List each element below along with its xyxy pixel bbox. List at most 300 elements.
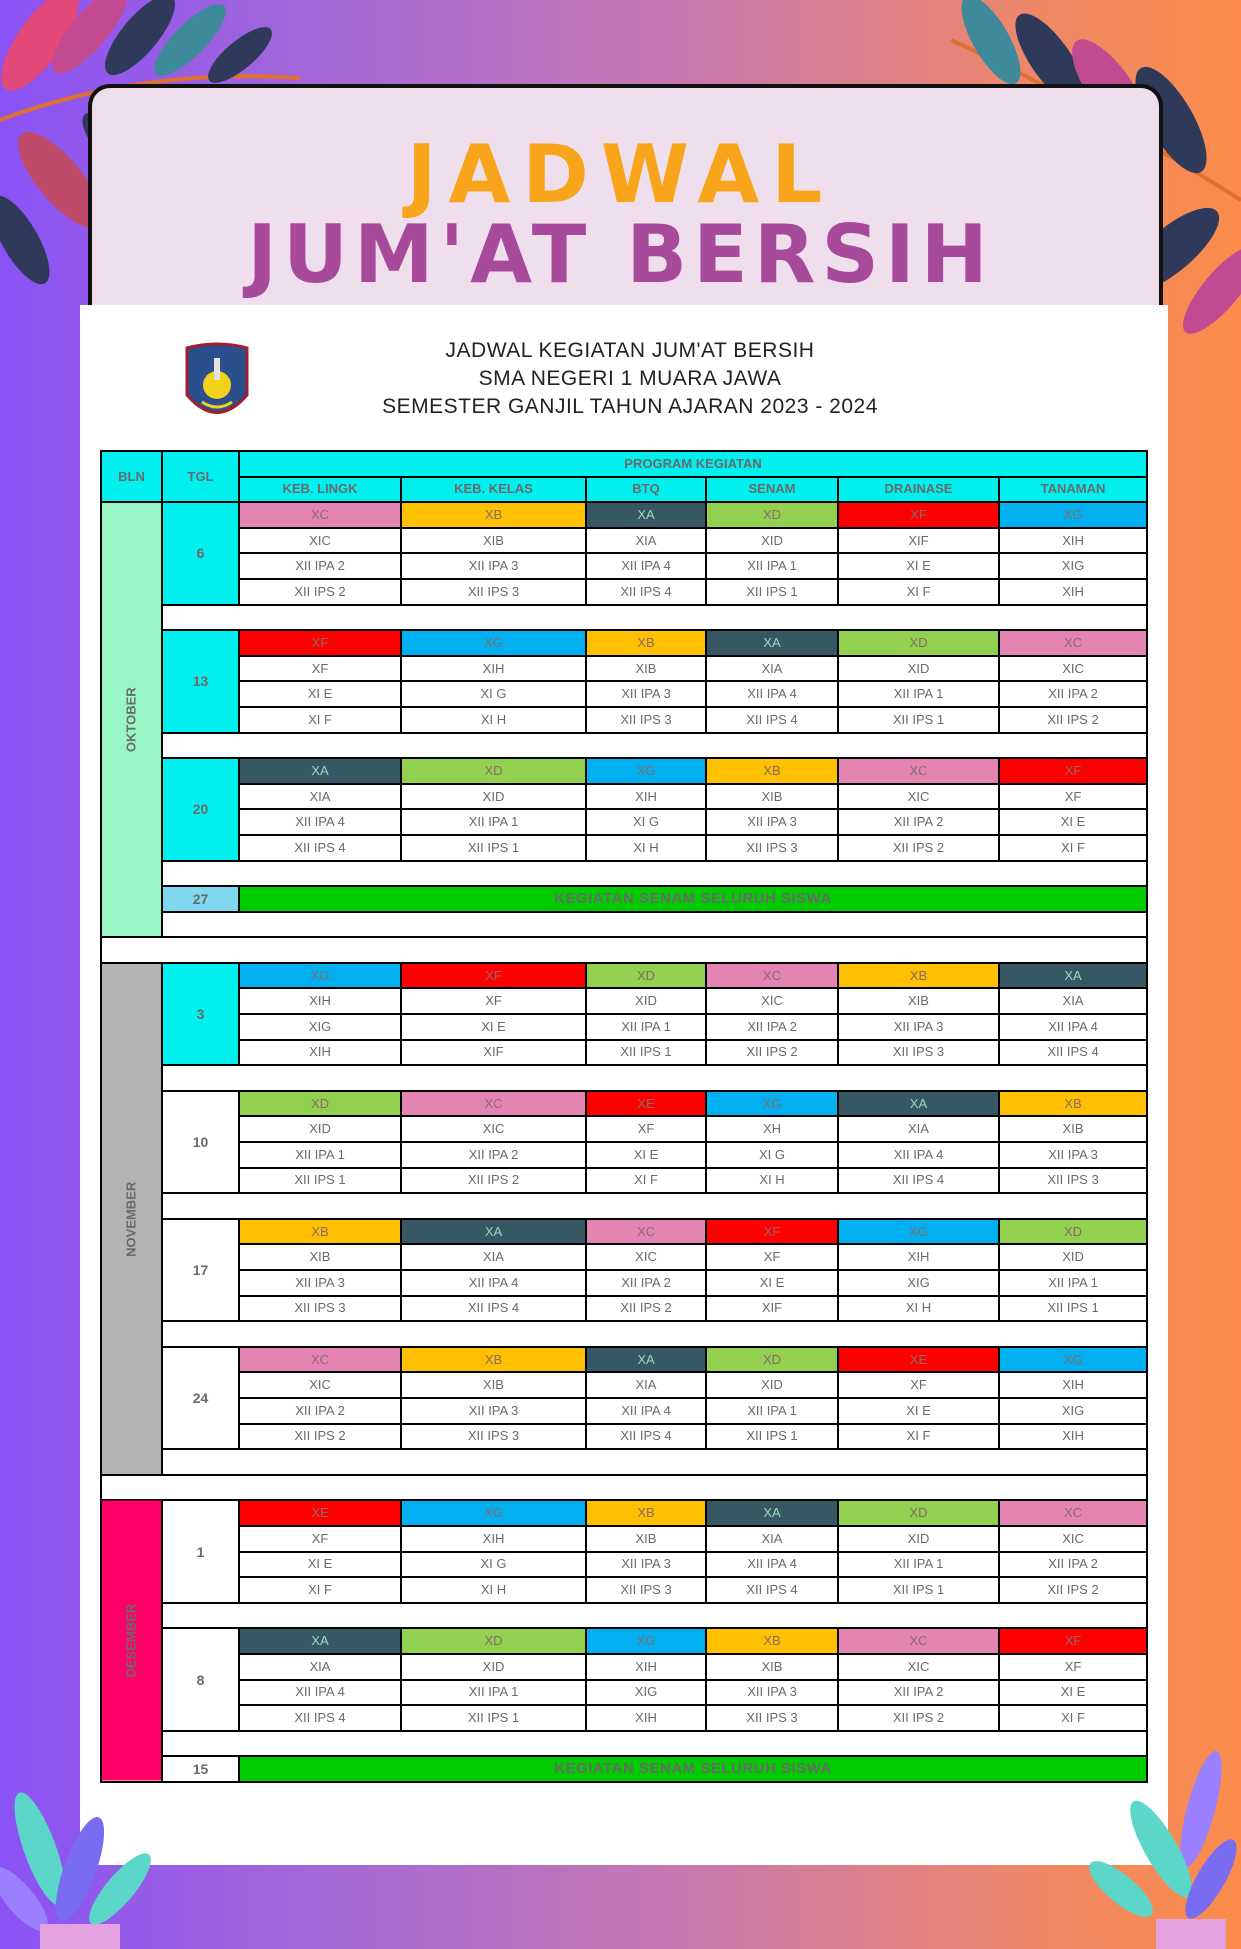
class-cell: XII IPA 1 (239, 1142, 401, 1168)
class-cell: XII IPS 2 (586, 1296, 706, 1322)
gap-cell (162, 1065, 1147, 1091)
class-cell: XIH (401, 1526, 586, 1552)
class-cell: XIG (999, 1398, 1147, 1424)
class-cell: XII IPS 1 (239, 1168, 401, 1194)
class-cell: XII IPA 2 (706, 1014, 838, 1040)
group-badge-cell: XB (999, 1091, 1147, 1117)
schedule-table (100, 450, 1148, 1783)
class-cell: XI G (586, 809, 706, 835)
group-badge-cell: XG (586, 758, 706, 784)
class-cell: XIA (706, 1526, 838, 1552)
class-cell: XII IPA 1 (706, 553, 838, 579)
class-cell: XII IPS 1 (706, 579, 838, 605)
schedule-row (101, 681, 1147, 707)
col-tanggal-header: TGL (162, 451, 239, 502)
group-badge-cell: XA (838, 1091, 999, 1117)
class-cell: XI F (586, 1168, 706, 1194)
class-cell: XID (586, 988, 706, 1014)
schedule-row (101, 528, 1147, 554)
class-cell: XIB (838, 988, 999, 1014)
class-cell: XII IPS 3 (999, 1168, 1147, 1194)
class-cell: XID (401, 784, 586, 810)
class-cell: XIC (999, 1526, 1147, 1552)
schedule-row (101, 1526, 1147, 1552)
group-badge-cell: XC (586, 1219, 706, 1245)
class-cell: XIH (999, 1372, 1147, 1398)
class-cell: XII IPS 3 (586, 1577, 706, 1603)
date-cell: 10 (162, 1091, 239, 1193)
class-cell: XII IPA 3 (586, 681, 706, 707)
group-badge-cell: XA (239, 1628, 401, 1654)
class-cell: XIH (999, 1424, 1147, 1450)
group-badge-cell: XC (239, 502, 401, 528)
heading-line-3: SEMESTER GANJIL TAHUN AJARAN 2023 - 2024 (382, 395, 878, 418)
gap-row (101, 912, 1147, 938)
schedule-row (101, 988, 1147, 1014)
group-badge-cell: XF (838, 502, 999, 528)
group-badge-cell: XF (239, 630, 401, 656)
class-cell: XII IPS 1 (401, 835, 586, 861)
group-badge-cell: XG (401, 1500, 586, 1526)
class-cell: XIA (239, 1654, 401, 1680)
class-cell: XII IPS 3 (586, 707, 706, 733)
class-cell: XII IPS 3 (706, 835, 838, 861)
month-separator-cell (101, 937, 1147, 963)
class-cell: XF (239, 656, 401, 682)
class-cell: XII IPS 1 (706, 1424, 838, 1450)
class-cell: XIH (586, 1705, 706, 1731)
class-cell: XII IPS 2 (706, 1040, 838, 1066)
class-cell: XI F (239, 1577, 401, 1603)
date-cell: 17 (162, 1219, 239, 1321)
schedule-row (101, 1347, 1147, 1373)
class-cell: XID (999, 1244, 1147, 1270)
schedule-row (101, 1628, 1147, 1654)
class-cell: XIB (706, 1654, 838, 1680)
gap-cell (162, 861, 1147, 887)
class-cell: XIB (401, 528, 586, 554)
schedule-row (101, 1552, 1147, 1578)
date-cell: 13 (162, 630, 239, 732)
class-cell: XIH (999, 579, 1147, 605)
class-cell: XII IPA 3 (999, 1142, 1147, 1168)
senam-date-cell: 15 (162, 1756, 239, 1782)
class-cell: XII IPA 2 (401, 1142, 586, 1168)
group-badge-cell: XF (706, 1219, 838, 1245)
title-jumat-bersih: JUM'AT BERSIH (247, 208, 994, 301)
group-badge-cell: XA (999, 963, 1147, 989)
class-cell: XII IPA 2 (838, 809, 999, 835)
class-cell: XF (586, 1116, 706, 1142)
group-badge-cell: XB (401, 502, 586, 528)
school-logo-icon (182, 340, 252, 430)
class-cell: XH (706, 1116, 838, 1142)
schedule-row (101, 502, 1147, 528)
class-cell: XIA (401, 1244, 586, 1270)
col-bulan-header: BLN (101, 451, 162, 502)
class-cell: XII IPA 2 (586, 1270, 706, 1296)
schedule-row (101, 1398, 1147, 1424)
program-3-header: SENAM (706, 477, 838, 503)
schedule-row (101, 1654, 1147, 1680)
class-cell: XI F (999, 1705, 1147, 1731)
schedule-row (101, 1219, 1147, 1245)
class-cell: XI H (838, 1296, 999, 1322)
class-cell: XIC (838, 1654, 999, 1680)
program-header: PROGRAM KEGIATAN (239, 451, 1147, 477)
class-cell: XII IPS 4 (706, 1577, 838, 1603)
class-cell: XII IPA 2 (999, 681, 1147, 707)
heading-line-2: SMA NEGERI 1 MUARA JAWA (478, 367, 782, 390)
month-label: OKTOBER (101, 502, 162, 937)
class-cell: XII IPS 2 (239, 579, 401, 605)
class-cell: XII IPA 3 (838, 1014, 999, 1040)
class-cell: XII IPS 1 (586, 1040, 706, 1066)
group-badge-cell: XB (706, 1628, 838, 1654)
class-cell: XII IPA 4 (586, 1398, 706, 1424)
class-cell: XII IPS 4 (586, 1424, 706, 1450)
class-cell: XIH (401, 656, 586, 682)
gap-row (101, 605, 1147, 631)
class-cell: XII IPA 2 (239, 553, 401, 579)
group-badge-cell: XD (239, 1091, 401, 1117)
class-cell: XI E (838, 553, 999, 579)
group-badge-cell: XB (838, 963, 999, 989)
class-cell: XII IPA 4 (999, 1014, 1147, 1040)
class-cell: XIC (239, 528, 401, 554)
class-cell: XII IPA 3 (586, 1552, 706, 1578)
class-cell: XIF (401, 1040, 586, 1066)
month-label: DESEMBER (101, 1500, 162, 1782)
class-cell: XID (706, 1372, 838, 1398)
class-cell: XII IPA 1 (838, 681, 999, 707)
class-cell: XII IPS 3 (706, 1705, 838, 1731)
group-badge-cell: XD (838, 630, 999, 656)
class-cell: XII IPS 2 (999, 707, 1147, 733)
class-cell: XIC (239, 1372, 401, 1398)
group-badge-cell: XD (999, 1219, 1147, 1245)
group-badge-cell: XG (706, 1091, 838, 1117)
class-cell: XII IPA 4 (838, 1142, 999, 1168)
class-cell: XIA (586, 1372, 706, 1398)
class-cell: XII IPS 3 (838, 1040, 999, 1066)
schedule-row (101, 579, 1147, 605)
group-badge-cell: XG (586, 1628, 706, 1654)
program-4-header: DRAINASE (838, 477, 999, 503)
class-cell: XII IPS 3 (239, 1296, 401, 1322)
class-cell: XI E (999, 1680, 1147, 1706)
group-badge-cell: XE (838, 1347, 999, 1373)
schedule-row (101, 1500, 1147, 1526)
class-cell: XI H (401, 707, 586, 733)
class-cell: XII IPS 4 (706, 707, 838, 733)
class-cell: XII IPA 4 (239, 1680, 401, 1706)
program-names-row (101, 477, 1147, 503)
group-badge-cell: XF (999, 1628, 1147, 1654)
group-badge-cell: XA (401, 1219, 586, 1245)
group-badge-cell: XC (838, 1628, 999, 1654)
group-badge-cell: XA (706, 630, 838, 656)
class-cell: XI E (586, 1142, 706, 1168)
class-cell: XIC (401, 1116, 586, 1142)
class-cell: XIB (999, 1116, 1147, 1142)
class-cell: XII IPA 4 (401, 1270, 586, 1296)
class-cell: XIH (239, 988, 401, 1014)
group-badge-cell: XF (999, 758, 1147, 784)
class-cell: XIA (586, 528, 706, 554)
class-cell: XI H (586, 835, 706, 861)
class-cell: XIB (239, 1244, 401, 1270)
class-cell: XII IPA 3 (401, 1398, 586, 1424)
class-cell: XI F (838, 579, 999, 605)
class-cell: XII IPA 3 (401, 553, 586, 579)
class-cell: XII IPA 3 (706, 1680, 838, 1706)
class-cell: XIC (838, 784, 999, 810)
class-cell: XIH (586, 1654, 706, 1680)
class-cell: XII IPS 1 (401, 1705, 586, 1731)
class-cell: XI F (239, 707, 401, 733)
heading-line-1: JADWAL KEGIATAN JUM'AT BERSIH (445, 339, 815, 362)
class-cell: XF (838, 1372, 999, 1398)
class-cell: XID (706, 528, 838, 554)
schedule-row (101, 758, 1147, 784)
schedule-row (101, 1372, 1147, 1398)
class-cell: XIG (838, 1270, 999, 1296)
program-1-header: KEB. KELAS (401, 477, 586, 503)
group-badge-cell: XC (401, 1091, 586, 1117)
group-badge-cell: XD (706, 502, 838, 528)
program-0-header: KEB. LINGK (239, 477, 401, 503)
schedule-row (101, 963, 1147, 989)
schedule-row (101, 1168, 1147, 1194)
class-cell: XIF (838, 528, 999, 554)
class-cell: XII IPS 2 (401, 1168, 586, 1194)
schedule-row (101, 1040, 1147, 1066)
class-cell: XII IPA 1 (586, 1014, 706, 1040)
schedule-row (101, 1296, 1147, 1322)
decorative-plant-bottom-left (0, 1739, 200, 1949)
group-badge-cell: XC (706, 963, 838, 989)
schedule-row (101, 707, 1147, 733)
header-row (101, 451, 1147, 477)
class-cell: XI E (239, 681, 401, 707)
group-badge-cell: XG (239, 963, 401, 989)
class-cell: XI G (401, 681, 586, 707)
class-cell: XI F (999, 835, 1147, 861)
class-cell: XII IPS 3 (401, 1424, 586, 1450)
class-cell: XII IPS 2 (838, 835, 999, 861)
class-cell: XIA (838, 1116, 999, 1142)
gap-cell (162, 1731, 1147, 1757)
class-cell: XII IPS 2 (838, 1705, 999, 1731)
gap-cell (162, 1193, 1147, 1219)
class-cell: XID (838, 656, 999, 682)
class-cell: XIH (239, 1040, 401, 1066)
gap-cell (162, 1603, 1147, 1629)
class-cell: XII IPS 4 (838, 1168, 999, 1194)
class-cell: XI H (706, 1168, 838, 1194)
class-cell: XII IPS 4 (586, 579, 706, 605)
gap-row (101, 861, 1147, 887)
class-cell: XIH (999, 528, 1147, 554)
gap-row (101, 1731, 1147, 1757)
class-cell: XII IPA 1 (999, 1270, 1147, 1296)
gap-cell (162, 912, 1147, 938)
schedule-row (101, 1705, 1147, 1731)
class-cell: XIG (999, 553, 1147, 579)
class-cell: XII IPS 4 (239, 835, 401, 861)
date-cell: 1 (162, 1500, 239, 1602)
class-cell: XID (401, 1654, 586, 1680)
senam-date-cell: 27 (162, 886, 239, 912)
group-badge-cell: XB (586, 630, 706, 656)
group-badge-cell: XC (999, 1500, 1147, 1526)
group-badge-cell: XD (401, 758, 586, 784)
class-cell: XI H (401, 1577, 586, 1603)
group-badge-cell: XA (706, 1500, 838, 1526)
class-cell: XIB (586, 656, 706, 682)
gap-row (101, 733, 1147, 759)
group-badge-cell: XB (586, 1500, 706, 1526)
date-cell: 8 (162, 1628, 239, 1730)
class-cell: XII IPS 1 (838, 1577, 999, 1603)
class-cell: XII IPA 4 (706, 681, 838, 707)
class-cell: XIG (586, 1680, 706, 1706)
class-cell: XII IPS 2 (239, 1424, 401, 1450)
class-cell: XIA (999, 988, 1147, 1014)
date-cell: 6 (162, 502, 239, 604)
class-cell: XI G (401, 1552, 586, 1578)
class-cell: XF (999, 1654, 1147, 1680)
class-cell: XIB (586, 1526, 706, 1552)
class-cell: XID (838, 1526, 999, 1552)
schedule-row (101, 1680, 1147, 1706)
class-cell: XF (401, 988, 586, 1014)
class-cell: XIH (838, 1244, 999, 1270)
group-badge-cell: XD (706, 1347, 838, 1373)
group-badge-cell: XA (586, 1347, 706, 1373)
class-cell: XII IPA 2 (838, 1680, 999, 1706)
class-cell: XIC (999, 656, 1147, 682)
schedule-row (101, 630, 1147, 656)
class-cell: XID (239, 1116, 401, 1142)
class-cell: XII IPA 4 (586, 553, 706, 579)
schedule-row (101, 1244, 1147, 1270)
class-cell: XI E (999, 809, 1147, 835)
gap-row (101, 1065, 1147, 1091)
program-5-header: TANAMAN (999, 477, 1147, 503)
date-cell: 20 (162, 758, 239, 860)
class-cell: XII IPA 1 (706, 1398, 838, 1424)
schedule-row (101, 835, 1147, 861)
group-badge-cell: XC (838, 758, 999, 784)
group-badge-cell: XC (239, 1347, 401, 1373)
group-badge-cell: XA (586, 502, 706, 528)
group-badge-cell: XB (401, 1347, 586, 1373)
class-cell: XI E (706, 1270, 838, 1296)
gap-cell (162, 1449, 1147, 1475)
class-cell: XIA (706, 656, 838, 682)
class-cell: XII IPA 1 (401, 1680, 586, 1706)
document-heading (280, 337, 980, 421)
class-cell: XIF (706, 1296, 838, 1322)
month-label: NOVEMBER (101, 963, 162, 1475)
schedule-row (101, 1116, 1147, 1142)
month-separator-row (101, 937, 1147, 963)
class-cell: XII IPS 1 (999, 1296, 1147, 1322)
gap-row (101, 1193, 1147, 1219)
gap-cell (162, 1321, 1147, 1347)
class-cell: XII IPA 2 (239, 1398, 401, 1424)
class-cell: XIA (239, 784, 401, 810)
schedule-row (101, 656, 1147, 682)
class-cell: XI G (706, 1142, 838, 1168)
class-cell: XII IPS 1 (838, 707, 999, 733)
class-cell: XIG (239, 1014, 401, 1040)
group-badge-cell: XE (239, 1500, 401, 1526)
group-badge-cell: XD (401, 1628, 586, 1654)
group-badge-cell: XG (838, 1219, 999, 1245)
schedule-row (101, 784, 1147, 810)
schedule-row (101, 809, 1147, 835)
class-cell: XII IPA 3 (239, 1270, 401, 1296)
class-cell: XF (706, 1244, 838, 1270)
class-cell: XII IPS 2 (999, 1577, 1147, 1603)
group-badge-cell: XB (239, 1219, 401, 1245)
class-cell: XF (999, 784, 1147, 810)
date-cell: 3 (162, 963, 239, 1065)
title-jadwal: JADWAL (406, 128, 835, 221)
senam-all-banner: KEGIATAN SENAM SELURUH SISWA (239, 886, 1147, 912)
gap-cell (162, 605, 1147, 631)
schedule-row (101, 553, 1147, 579)
group-badge-cell: XG (999, 502, 1147, 528)
group-badge-cell: XG (999, 1347, 1147, 1373)
gap-cell (162, 733, 1147, 759)
group-badge-cell: XE (586, 1091, 706, 1117)
class-cell: XI F (838, 1424, 999, 1450)
schedule-row (101, 1014, 1147, 1040)
senam-all-banner: KEGIATAN SENAM SELURUH SISWA (239, 1756, 1147, 1782)
class-cell: XII IPA 4 (706, 1552, 838, 1578)
gap-row (101, 1449, 1147, 1475)
group-badge-cell: XG (401, 630, 586, 656)
group-badge-cell: XD (586, 963, 706, 989)
class-cell: XF (239, 1526, 401, 1552)
group-badge-cell: XD (838, 1500, 999, 1526)
class-cell: XII IPS 4 (239, 1705, 401, 1731)
schedule-row (101, 1091, 1147, 1117)
class-cell: XIB (706, 784, 838, 810)
decorative-plant-bottom-right (1061, 1719, 1241, 1949)
class-cell: XII IPA 2 (999, 1552, 1147, 1578)
group-badge-cell: XA (239, 758, 401, 784)
schedule-row (101, 1270, 1147, 1296)
senam-row (101, 1756, 1147, 1782)
month-separator-cell (101, 1475, 1147, 1501)
class-cell: XII IPA 1 (401, 809, 586, 835)
class-cell: XII IPS 4 (401, 1296, 586, 1322)
group-badge-cell: XB (706, 758, 838, 784)
group-badge-cell: XF (401, 963, 586, 989)
schedule-row (101, 1577, 1147, 1603)
month-separator-row (101, 1475, 1147, 1501)
class-cell: XI E (838, 1398, 999, 1424)
gap-row (101, 1603, 1147, 1629)
class-cell: XIC (706, 988, 838, 1014)
class-cell: XII IPS 4 (999, 1040, 1147, 1066)
date-cell: 24 (162, 1347, 239, 1449)
